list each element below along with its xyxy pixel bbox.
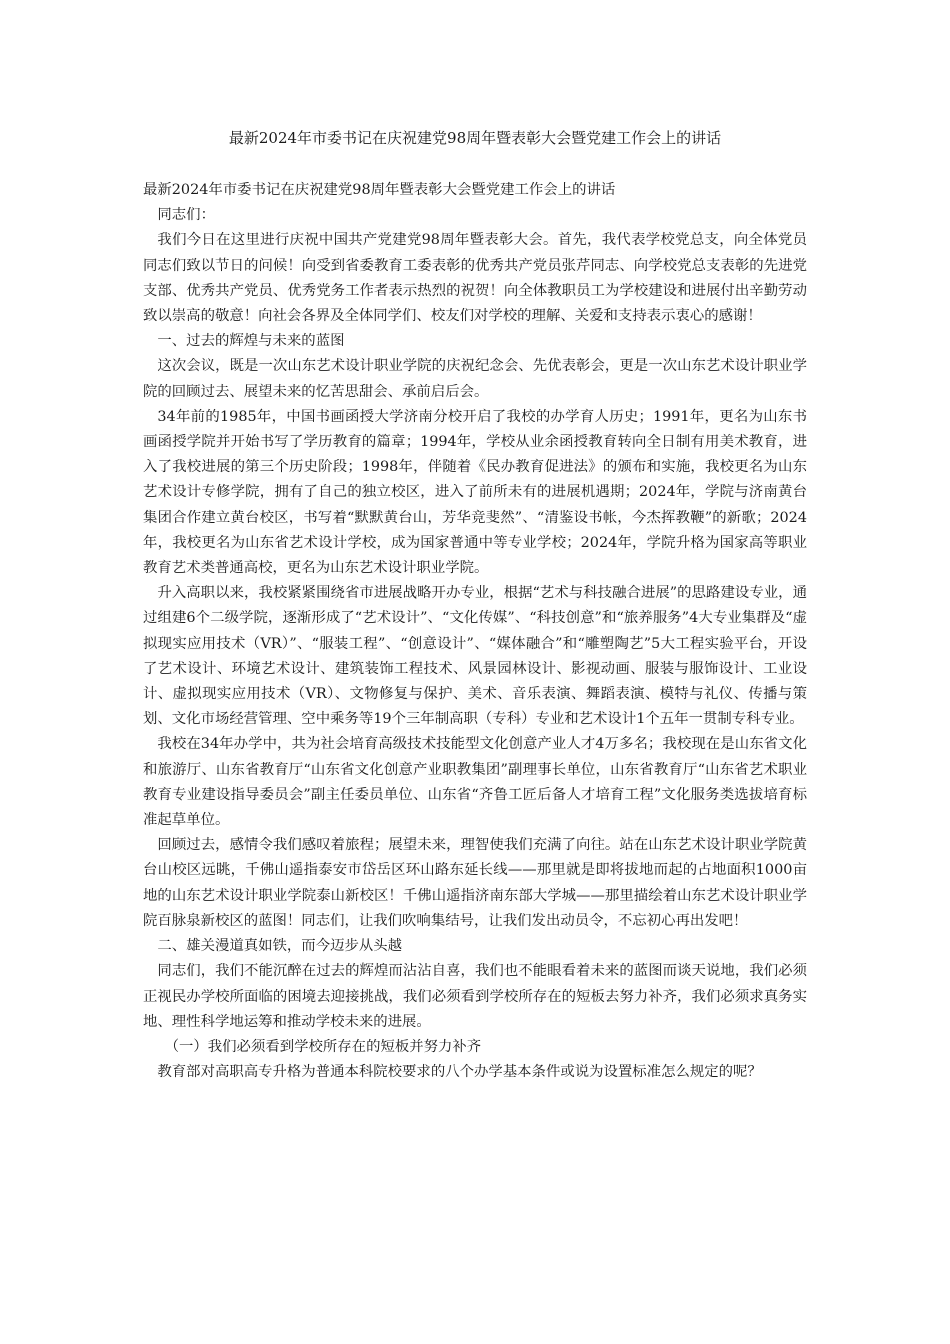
section-heading: 一、过去的辉煌与未来的蓝图	[157, 333, 345, 350]
paragraph: 升入高职以来，我校紧紧围绕省市进展战略开办专业，根据“艺术与科技融合进展”的思路建设专业，通过组建6个二级学院，逐渐形成了“艺术设计”、“文化传媒”、“科技创意”和“旅养服务”4大专业集群及“虚拟现实应用技术（VR）”、“服装工程”、“创意设计”、“媒体融合”和“雕塑陶艺”5大工程实验平台，开设了艺术设计、环境艺术设计、建筑装饰工程技术、风景园林设计、影视动画、服装与服饰设计、工业设计、虚拟现实应用技术（VR）、文物修复与保护、美术、音乐表演、舞蹈表演、模特与礼仪、传播与策划、文化市场经营管理、空中乘务等19个三年制高职（专科）专业和艺术设计1个五年一贯制专科专业。	[143, 585, 807, 728]
salutation: 同志们：	[157, 207, 215, 224]
paragraph: 我校在34年办学中，共为社会培育高级技术技能型文化创意产业人才4万多名；我校现在是山东省文化和旅游厅、山东省教育厅“山东省文化创意产业职教集团”副理事长单位，山东省教育厅“山东省艺术职业教育专业建设指导委员会”副主任委员单位、山东省“齐鲁工匠后备人才培育工程”文化服务类选拔培育标准起草单位。	[143, 736, 807, 829]
section-heading: 二、雄关漫道真如铁，而今迈步从头越	[157, 938, 403, 955]
paragraph: 教育部对高职高专升格为普通本科院校要求的八个办学基本条件或说为设置标准怎么规定的呢？	[157, 1064, 762, 1081]
document-title: 最新2024年市委书记在庆祝建党98周年暨表彰大会暨党建工作会上的讲话	[228, 129, 722, 147]
paragraph: 这次会议，既是一次山东艺术设计职业学院的庆祝纪念会、先优表彰会，更是一次山东艺术设计职业学院的回顾过去、展望未来的忆苦思甜会、承前启后会。	[143, 358, 807, 400]
paragraph: 回顾过去，感情令我们感叹着旅程；展望未来，理智使我们充满了向往。站在山东艺术设计职业学院黄台山校区远眺，千佛山遥指泰安市岱岳区环山路东延长线——那里就是即将拔地而起的占地面积1000亩地的山东艺术设计职业学院泰山新校区！千佛山遥指济南东部大学城——那里描绘着山东艺术设计职业学院百脉泉新校区的蓝图！同志们，让我们吹响集结号，让我们发出动员令，不忘初心再出发吧！	[143, 837, 807, 929]
subsection-heading: （一）我们必须看到学校所存在的短板并努力补齐	[164, 1038, 482, 1055]
paragraph: 同志们，我们不能沉醉在过去的辉煌而沾沾自喜，我们也不能眼看着未来的蓝图而谈天说地，我们必须正视民办学校所面临的困境去迎接挑战，我们必须看到学校所存在的短板去努力补齐，我们必须求真务实地、理性科学地运筹和推动学校未来的进展。	[143, 963, 807, 1030]
paragraph: 我们今日在这里进行庆祝中国共产党建党98周年暨表彰大会。首先，我代表学校党总支，向全体党员同志们致以节日的问候！向受到省委教育工委表彰的优秀共产党员张芹同志、向学校党总支表彰的先进党支部、优秀共产党员、优秀党务工作者表示热烈的祝贺！向全体教职员工为学校建设和进展付出辛勤劳动致以崇高的敬意！向社会各界及全体同学们、校友们对学校的理解、关爱和支持表示衷心的感谢！	[143, 232, 807, 325]
body-heading: 最新2024年市委书记在庆祝建党98周年暨表彰大会暨党建工作会上的讲话	[143, 182, 616, 198]
document-body	[143, 178, 807, 1085]
paragraph: 34年前的1985年，中国书画函授大学济南分校开启了我校的办学育人历史；1991年，更名为山东书画函授学院并开始书写了学历教育的篇章；1994年，学校从业余函授教育转向全日制有用美术教育，进入了我校进展的第三个历史阶段；1998年，伴随着《民办教育促进法》的颁布和实施，我校更名为山东艺术设计专修学院，拥有了自己的独立校区，进入了前所未有的进展机遇期；2024年，学院与济南黄台集团合作建立黄台校区，书写着“默默黄台山，芳华竞斐然”、“清鉴设书帐，今杰挥教鞭”的新歌；2024年，我校更名为山东省艺术设计学校，成为国家普通中等专业学校；2024年，学院升格为国家高等职业教育艺术类普通高校，更名为山东艺术设计职业学院。	[143, 408, 807, 577]
